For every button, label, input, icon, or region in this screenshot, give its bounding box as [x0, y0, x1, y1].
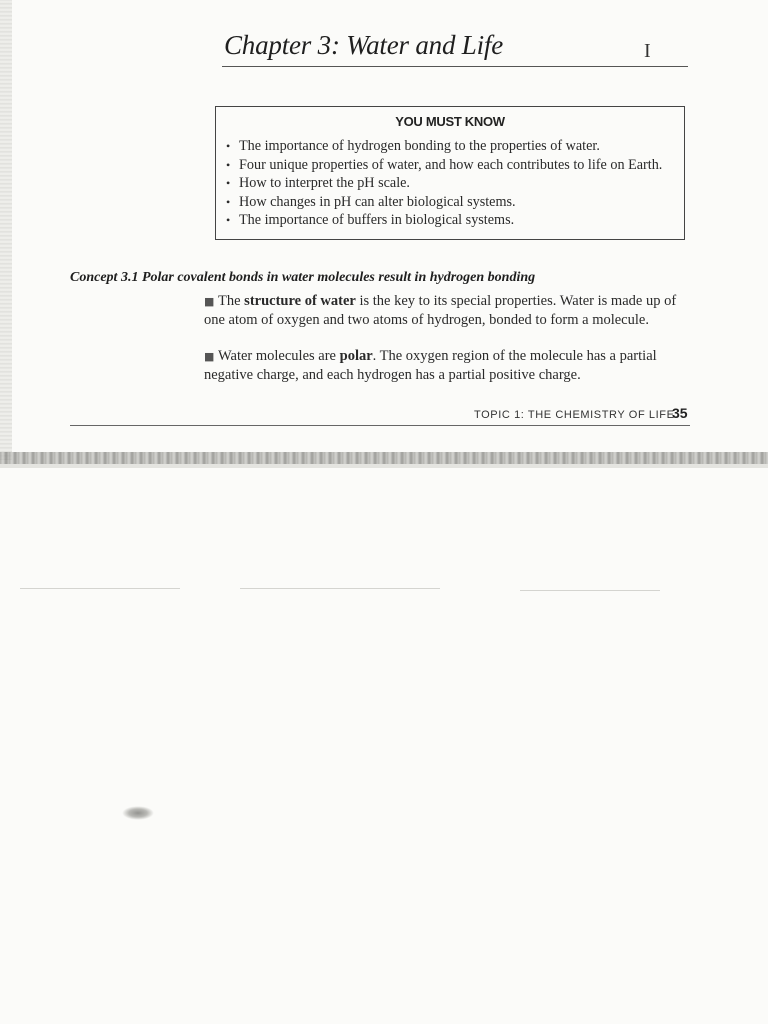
paragraph-polar-molecules	[204, 347, 690, 385]
paragraph-text: . The oxygen region of the molecule has a partial negative charge, and each hydrogen has a partial positive charge.	[204, 348, 657, 383]
paragraph-text: The	[218, 293, 245, 309]
scan-page-edge-shadow	[0, 464, 768, 468]
footer-topic: TOPIC 1: THE CHEMISTRY OF LIFE	[474, 409, 675, 421]
you-must-know-box	[215, 106, 685, 240]
paragraph-text: Water molecules are	[218, 348, 340, 364]
list-item: • The importance of hydrogen bonding to the properties of water.	[226, 137, 662, 156]
paragraph-structure-of-water	[204, 292, 690, 330]
bullet-square-icon: ■	[204, 295, 215, 308]
chapter-title: Chapter 3: Water and Life	[224, 30, 504, 60]
bold-term: polar	[339, 348, 373, 364]
scan-artifact-line	[240, 588, 440, 589]
bold-term: structure of water	[244, 293, 356, 309]
handwritten-mark: I	[644, 40, 651, 62]
you-must-know-list	[226, 137, 662, 230]
title-rule	[222, 66, 688, 67]
list-item: • Four unique properties of water, and how each contributes to life on Earth.	[226, 156, 662, 175]
scan-artifact-line	[520, 590, 660, 591]
list-item: • How changes in pH can alter biological systems.	[226, 193, 662, 212]
footer-rule	[70, 425, 690, 426]
list-item: • How to interpret the pH scale.	[226, 174, 662, 193]
scan-artifact-line	[20, 588, 180, 589]
concept-heading: Concept 3.1 Polar covalent bonds in water molecules result in hydrogen bonding	[70, 270, 536, 285]
scan-page-edge	[0, 452, 768, 464]
bullet-square-icon: ■	[204, 350, 215, 363]
scan-smudge	[122, 806, 154, 820]
paragraph-text: is the key to its special properties. Water is made up of one atom of oxygen and two atoms of hydrogen, bonded to form a molecule.	[204, 293, 677, 328]
page-number: 35	[672, 405, 688, 421]
scan-left-edge	[0, 0, 12, 460]
list-item: • The importance of buffers in biological systems.	[226, 211, 662, 230]
you-must-know-heading: YOU MUST KNOW	[395, 114, 505, 129]
